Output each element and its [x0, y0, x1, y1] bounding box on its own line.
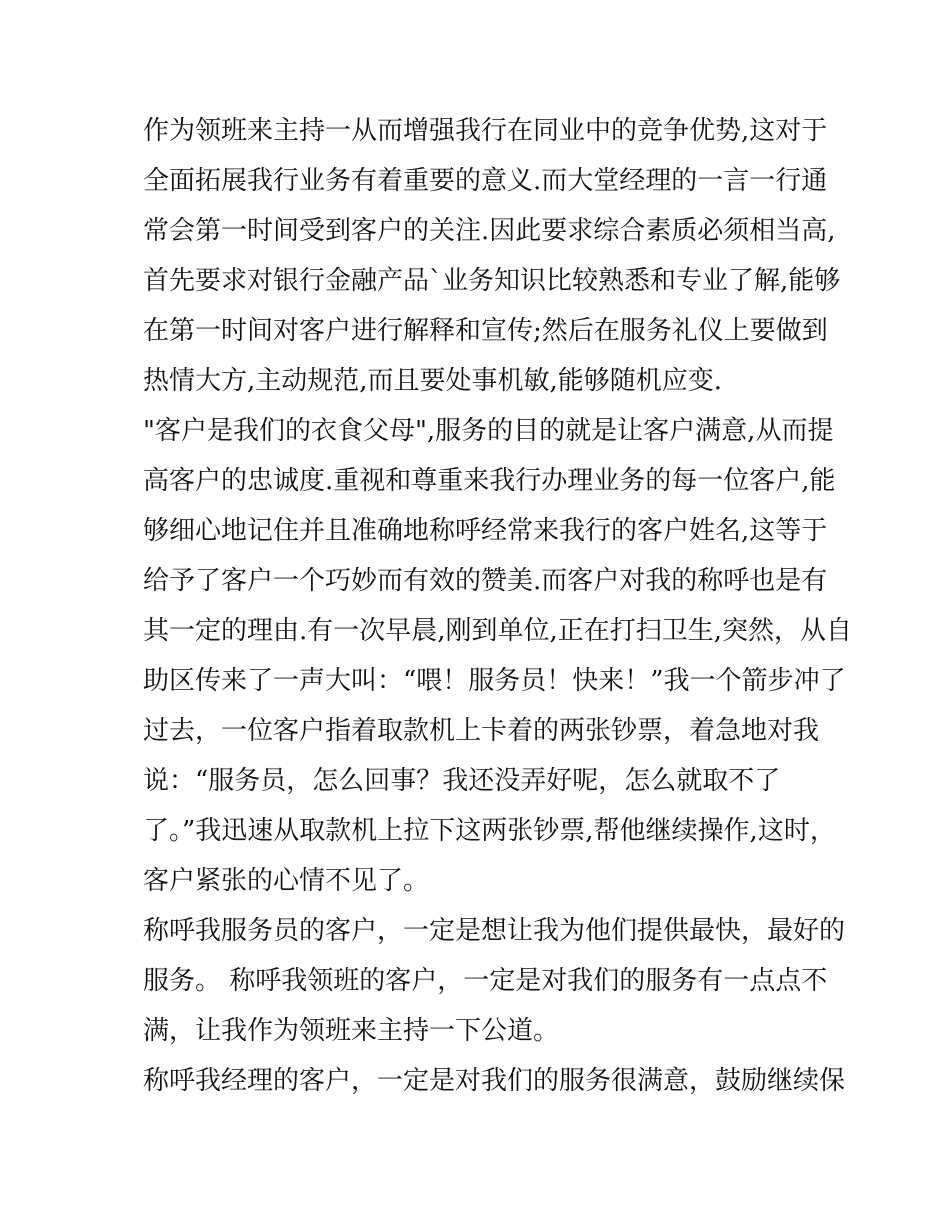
text-line: 助区传来了一声大叫：“喂！服务员！快来！”我一个箭步冲了: [143, 666, 846, 696]
text-line: 称呼我服务员的客户，一定是想让我为他们提供最快，最好的: [143, 916, 846, 946]
text-line: 过去，一位客户指着取款机上卡着的两张钞票，着急地对我: [143, 716, 820, 746]
text-line: 了。”我迅速从取款机上拉下这两张钞票,帮他继续操作,这时，: [143, 816, 836, 846]
text-line: 常会第一时间受到客户的关注.因此要求综合素质必须相当高,: [143, 216, 836, 246]
text-line: 给予了客户一个巧妙而有效的赞美.而客户对我的称呼也是有: [143, 566, 828, 596]
text-line: 全面拓展我行业务有着重要的意义.而大堂经理的一言一行通: [143, 166, 828, 196]
text-line: 够细心地记住并且准确地称呼经常来我行的客户姓名,这等于: [143, 516, 828, 546]
text-line: 说：“服务员，怎么回事？我还没弄好呢，怎么就取不了: [143, 766, 781, 796]
text-line: 作为领班来主持一从而增强我行在同业中的竞争优势,这对于: [143, 116, 828, 146]
text-line: 其一定的理由.有一次早晨,刚到单位,正在打扫卫生,突然，从自: [143, 616, 853, 646]
text-line: 满，让我作为领班来主持一下公道。: [143, 1016, 560, 1046]
text-line: 高客户的忠诚度.重视和尊重来我行办理业务的每一位客户,能: [143, 466, 836, 496]
text-line: 称呼我经理的客户，一定是对我们的服务很满意，鼓励继续保: [143, 1066, 846, 1096]
text-line: 客户紧张的心情不见了。: [143, 866, 430, 896]
text-line: 首先要求对银行金融产品`业务知识比较熟悉和专业了解,能够: [143, 266, 841, 296]
text-line: 在第一时间对客户进行解释和宣传;然后在服务礼仪上要做到: [143, 316, 828, 346]
document-body: [143, 106, 853, 1106]
text-line: "客户是我们的衣食父母",服务的目的就是让客户满意,从而提: [143, 416, 834, 446]
text-line: 服务。 称呼我领班的客户，一定是对我们的服务有一点点不: [143, 966, 828, 996]
text-line: 热情大方,主动规范,而且要处事机敏,能够随机应变.: [143, 366, 723, 396]
